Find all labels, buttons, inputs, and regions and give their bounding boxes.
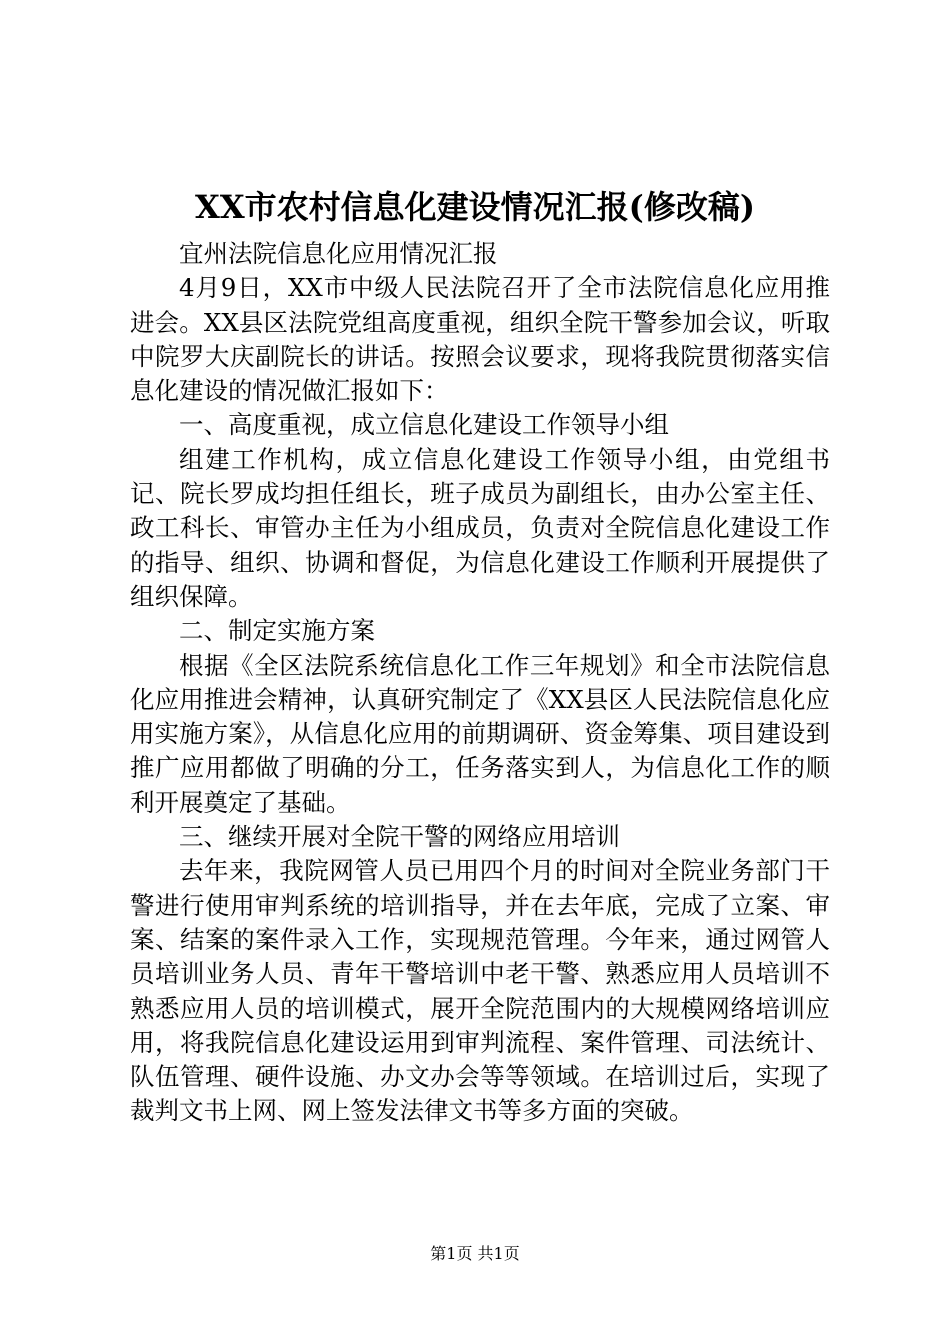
section-heading-1: 一、高度重视，成立信息化建设工作领导小组	[179, 410, 669, 440]
document-body	[130, 237, 830, 1129]
section-2-paragraph: 根据《全区法院系统信息化工作三年规划》和全市法院信息化应用推进会精神，认真研究制定了《XX县区人民法院信息化应用实施方案》，从信息化应用的前期调研、资金筹集、项目建设到推广应用都做了明确的分工，任务落实到人，为信息化工作的顺利开展奠定了基础。	[130, 650, 830, 817]
subtitle-paragraph: 宜州法院信息化应用情况汇报	[179, 239, 498, 268]
page-number-footer: 第1页 共1页	[430, 1244, 520, 1263]
document-title: XX市农村信息化建设情况汇报(修改稿)	[195, 188, 755, 226]
section-1-paragraph: 组建工作机构，成立信息化建设工作领导小组，由党组书记、院长罗成均担任组长，班子成员为副组长，由办公室主任、政工科长、审管办主任为小组成员，负责对全院信息化建设工作的指导、组织、协调和督促，为信息化建设工作顺利开展提供了组织保障。	[130, 444, 830, 611]
intro-paragraph: 4月9日，XX市中级人民法院召开了全市法院信息化应用推进会。XX县区法院党组高度重视，组织全院干警参加会议，听取中院罗大庆副院长的讲话。按照会议要求，现将我院贯彻落实信息化建设的情况做汇报如下：	[130, 273, 830, 406]
section-3-paragraph: 去年来，我院网管人员已用四个月的时间对全院业务部门干警进行使用审判系统的培训指导，并在去年底，完成了立案、审案、结案的案件录入工作，实现规范管理。今年来，通过网管人员培训业务人员、青年干警培训中老干警、熟悉应用人员培训不熟悉应用人员的培训模式，展开全院范围内的大规模网络培训应用，将我院信息化建设运用到审判流程、案件管理、司法统计、队伍管理、硬件设施、办文办会等等领域。在培训过后，实现了裁判文书上网、网上签发法律文书等多方面的突破。	[130, 856, 830, 1126]
section-heading-2: 二、制定实施方案	[179, 616, 375, 646]
section-heading-3: 三、继续开展对全院干警的网络应用培训	[179, 822, 620, 852]
